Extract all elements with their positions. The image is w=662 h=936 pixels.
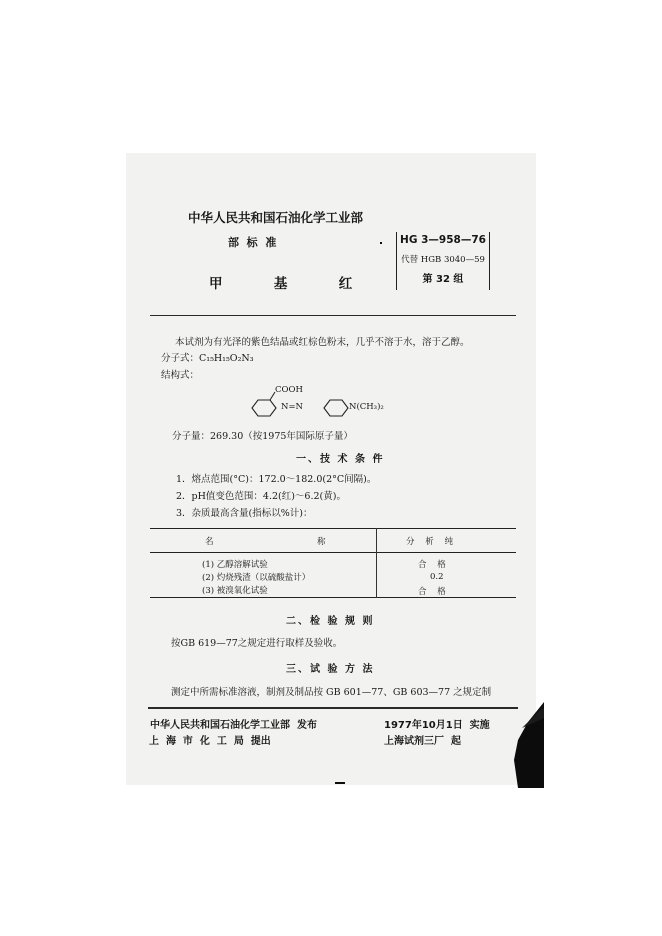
table-row-2-value: 0.2 <box>430 572 444 582</box>
description-text: 本试剂为有光泽的紫色结晶或红棕色粉末，几乎不溶于水，溶于乙醇。 <box>175 337 470 348</box>
scan-speck <box>335 782 345 784</box>
mw-value: 269.30（按1975年国际原子量） <box>210 431 353 442</box>
formula-value: C₁₅H₁₅O₂N₃ <box>199 353 254 364</box>
tech-item-3: 3．杂质最高含量(指标以%计)： <box>176 508 313 519</box>
table-header-grade: 分 析 纯 <box>406 537 454 547</box>
footer-drafter: 上海试剂三厂 起 <box>384 736 461 747</box>
section-2-text: 按GB 619—77之规定进行取样及验收。 <box>171 638 343 649</box>
mw-label: 分子量： <box>172 431 211 442</box>
header-rule <box>150 315 516 316</box>
formula-line <box>161 350 254 364</box>
cooh-label: COOH <box>275 385 303 395</box>
tech-item-1: 1．熔点范围(°C)：172.0～182.0(2°C间隔)。 <box>176 474 377 485</box>
section-3-title: 三、试 验 方 法 <box>286 664 375 675</box>
table-header-name-1: 名 <box>205 537 214 547</box>
replaces-code: 代替 HGB 3040—59 <box>401 255 485 265</box>
structure-formula <box>248 385 398 425</box>
tech-item-2: 2．pH值变色范围：4.2(红)～6.2(黄)。 <box>176 491 346 502</box>
group-label: 第 32 组 <box>422 274 464 285</box>
section-2-title: 二、检 验 规 则 <box>286 616 375 627</box>
standard-code: HG 3—958—76 <box>400 234 486 246</box>
molecular-weight-line <box>172 428 353 442</box>
footer-date: 1977年10月1日 实施 <box>384 720 490 731</box>
impurity-table <box>150 528 516 598</box>
product-name: 甲 基 红 <box>209 276 367 292</box>
table-header-name-2: 称 <box>317 537 326 547</box>
benzene-ring-2 <box>324 400 348 416</box>
section-1-title: 一、技 术 条 件 <box>296 454 385 465</box>
dimethylamino-label: N(CH₃)₂ <box>349 402 384 412</box>
table-row-2-name: (2) 灼烧残渣（以硫酸盐计） <box>202 573 311 583</box>
standard-type: 部 标 准 <box>228 236 277 249</box>
standard-code-box <box>396 232 490 290</box>
table-row-1-value: 合 格 <box>418 560 446 570</box>
table-bottom-rule <box>150 597 516 598</box>
scan-dot <box>380 242 382 244</box>
section-3-text: 测定中所需标准溶液，制剂及制品按 GB 601—77、GB 603—77 之规定制 <box>171 687 492 698</box>
footer-issuer: 中华人民共和国石油化学工业部 发布 <box>150 720 317 731</box>
table-top-rule <box>150 528 516 529</box>
benzene-ring-1 <box>252 400 276 416</box>
footer-rule <box>148 707 518 709</box>
ministry-title: 中华人民共和国石油化学工业部 <box>188 210 364 225</box>
structure-label: 结构式： <box>161 370 200 381</box>
scan-shadow-artifact <box>488 700 544 790</box>
table-header-rule <box>150 552 516 553</box>
formula-label: 分子式： <box>161 353 200 364</box>
azo-label: N=N <box>281 402 303 412</box>
table-column-divider <box>376 528 377 598</box>
table-row-1-name: (1) 乙醇溶解试验 <box>202 560 268 570</box>
table-row-3-value: 合 格 <box>418 587 446 597</box>
table-row-3-name: (3) 被溴氧化试验 <box>202 586 268 596</box>
footer-proposer: 上 海 市 化 工 局 提出 <box>149 736 271 747</box>
